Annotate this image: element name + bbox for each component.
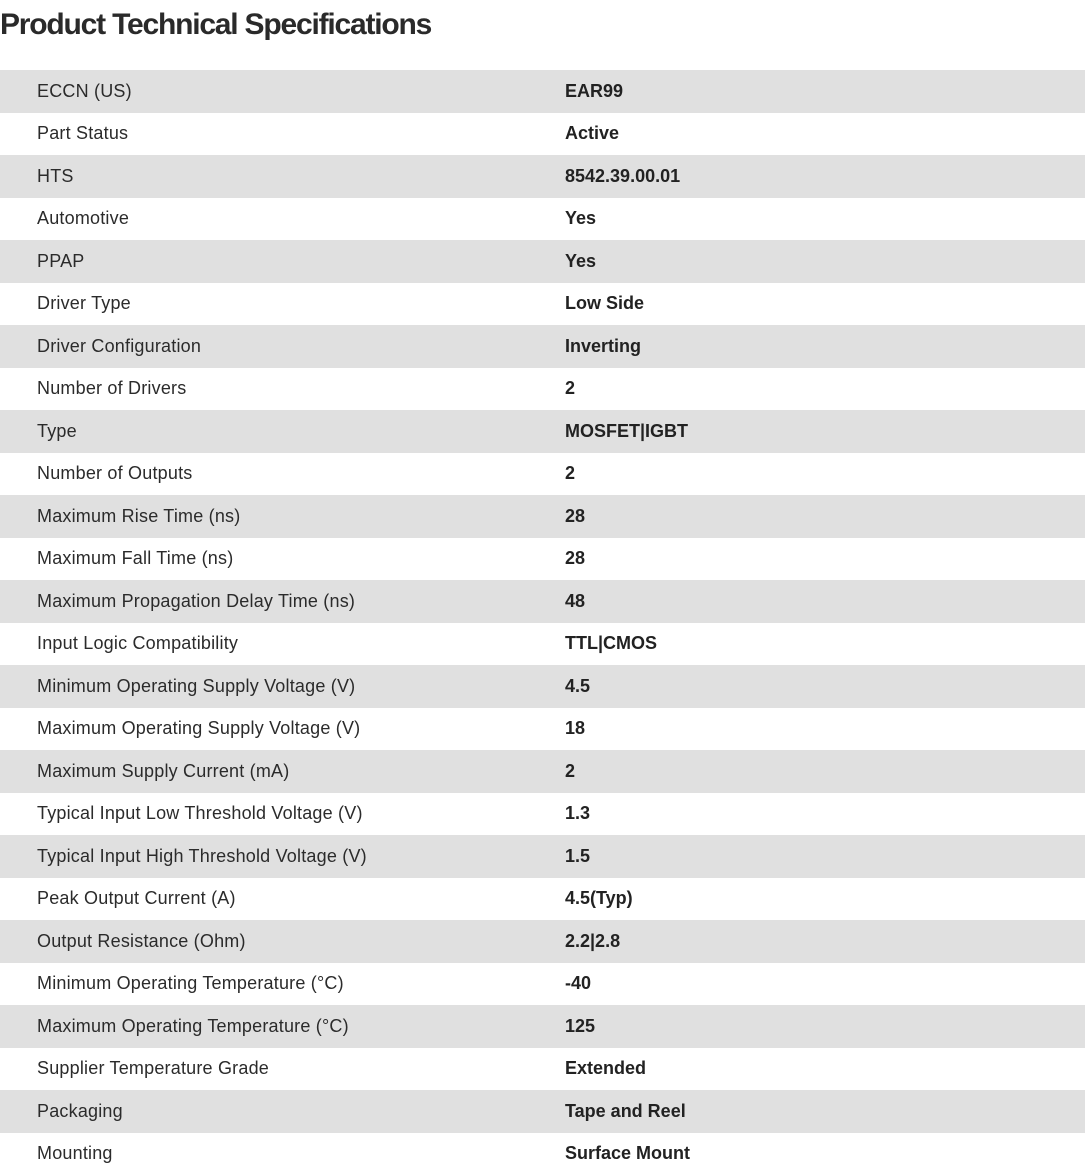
spec-value: -40: [565, 963, 1085, 1006]
spec-name: Minimum Operating Supply Voltage (V): [0, 665, 565, 708]
spec-name: Maximum Fall Time (ns): [0, 538, 565, 581]
spec-name: Maximum Propagation Delay Time (ns): [0, 580, 565, 623]
spec-value: 2: [565, 453, 1085, 496]
spec-name: Number of Outputs: [0, 453, 565, 496]
table-row: [0, 495, 1085, 538]
spec-name: Packaging: [0, 1090, 565, 1133]
spec-name: Maximum Operating Temperature (°C): [0, 1005, 565, 1048]
spec-name: Maximum Rise Time (ns): [0, 495, 565, 538]
table-row: [0, 1133, 1085, 1175]
spec-value: Extended: [565, 1048, 1085, 1091]
spec-name: Peak Output Current (A): [0, 878, 565, 921]
spec-name: Automotive: [0, 198, 565, 241]
table-row: [0, 920, 1085, 963]
spec-value: 2.2|2.8: [565, 920, 1085, 963]
spec-name: Mounting: [0, 1133, 565, 1175]
table-row: [0, 70, 1085, 113]
table-row: [0, 240, 1085, 283]
spec-value: Yes: [565, 198, 1085, 241]
table-row: [0, 453, 1085, 496]
spec-value: 1.5: [565, 835, 1085, 878]
spec-value: TTL|CMOS: [565, 623, 1085, 666]
table-row: [0, 538, 1085, 581]
table-row: [0, 113, 1085, 156]
spec-name: Supplier Temperature Grade: [0, 1048, 565, 1091]
spec-value: 8542.39.00.01: [565, 155, 1085, 198]
spec-name: Maximum Supply Current (mA): [0, 750, 565, 793]
table-row: [0, 963, 1085, 1006]
table-row: [0, 665, 1085, 708]
table-row: [0, 1005, 1085, 1048]
spec-name: Typical Input High Threshold Voltage (V): [0, 835, 565, 878]
spec-value: 4.5(Typ): [565, 878, 1085, 921]
spec-value: 4.5: [565, 665, 1085, 708]
page-title: Product Technical Specifications: [0, 8, 431, 42]
table-row: [0, 283, 1085, 326]
spec-name: Type: [0, 410, 565, 453]
table-row: [0, 368, 1085, 411]
spec-value: 1.3: [565, 793, 1085, 836]
table-row: [0, 878, 1085, 921]
table-row: [0, 1048, 1085, 1091]
spec-value: Active: [565, 113, 1085, 156]
spec-name: Number of Drivers: [0, 368, 565, 411]
spec-name: Part Status: [0, 113, 565, 156]
spec-value: 2: [565, 368, 1085, 411]
spec-name: HTS: [0, 155, 565, 198]
spec-table-body: [0, 70, 1085, 1175]
spec-value: Surface Mount: [565, 1133, 1085, 1175]
table-row: [0, 835, 1085, 878]
spec-table: [0, 70, 1085, 1175]
spec-name: Driver Type: [0, 283, 565, 326]
spec-value: Yes: [565, 240, 1085, 283]
spec-name: Driver Configuration: [0, 325, 565, 368]
table-row: [0, 580, 1085, 623]
spec-name: Output Resistance (Ohm): [0, 920, 565, 963]
table-row: [0, 750, 1085, 793]
spec-value: 48: [565, 580, 1085, 623]
spec-name: Maximum Operating Supply Voltage (V): [0, 708, 565, 751]
spec-value: 28: [565, 538, 1085, 581]
table-row: [0, 198, 1085, 241]
spec-value: 2: [565, 750, 1085, 793]
spec-value: EAR99: [565, 70, 1085, 113]
spec-value: 18: [565, 708, 1085, 751]
spec-name: ECCN (US): [0, 70, 565, 113]
spec-value: Tape and Reel: [565, 1090, 1085, 1133]
spec-name: Minimum Operating Temperature (°C): [0, 963, 565, 1006]
table-row: [0, 1090, 1085, 1133]
spec-value: Inverting: [565, 325, 1085, 368]
table-row: [0, 325, 1085, 368]
spec-value: 125: [565, 1005, 1085, 1048]
table-row: [0, 410, 1085, 453]
table-row: [0, 623, 1085, 666]
spec-name: Typical Input Low Threshold Voltage (V): [0, 793, 565, 836]
table-row: [0, 708, 1085, 751]
spec-value: Low Side: [565, 283, 1085, 326]
spec-name: Input Logic Compatibility: [0, 623, 565, 666]
table-row: [0, 793, 1085, 836]
spec-name: PPAP: [0, 240, 565, 283]
spec-value: 28: [565, 495, 1085, 538]
table-row: [0, 155, 1085, 198]
spec-value: MOSFET|IGBT: [565, 410, 1085, 453]
